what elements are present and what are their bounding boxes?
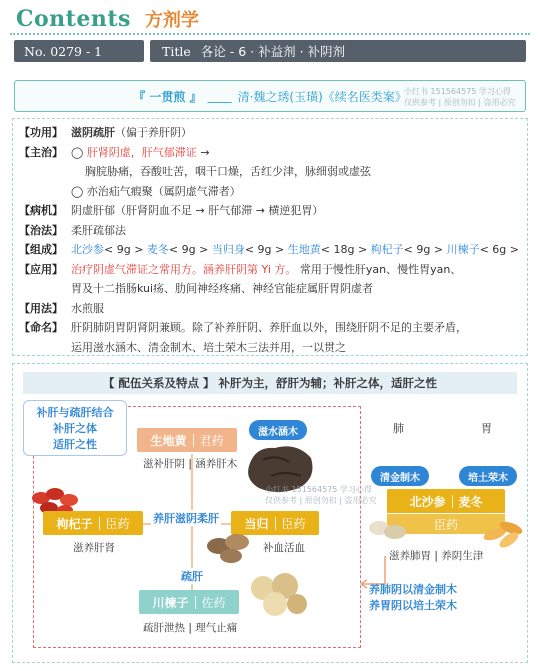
lung-stomach-note [369, 582, 457, 614]
composition-label: 【组成】 [19, 243, 63, 256]
header-divider [10, 33, 530, 35]
usage-label: 【用法】 [19, 301, 63, 315]
tag-separator [99, 517, 100, 530]
herb-dose: < 6g > [479, 243, 520, 256]
maidong-image [479, 512, 531, 552]
herb-dose: < 9g > [168, 243, 209, 256]
title-label: Title [162, 43, 191, 59]
lung-label: 肺 [393, 422, 404, 435]
gouqizi-caption: 滋养肝肾 [73, 542, 115, 554]
herb-dose: < 18g > [320, 243, 368, 256]
chuanlianzi-tag [139, 590, 239, 614]
danggui-image [203, 526, 259, 566]
naming-line1: 肝阴肺阴胃阴肾阴兼顾。除了补养肝阴、养肝血以外，围绕肝阴不足的主要矛盾， [71, 321, 467, 334]
shashen-maidong-role: 臣药 [433, 517, 458, 532]
danggui-caption: 补血活血 [263, 542, 305, 554]
principle-note [23, 400, 127, 456]
principle-line2: 补肝之体 [53, 422, 97, 435]
shashen-maidong-tag [387, 489, 505, 513]
stomach-note: 养胃阴以培土荣木 [369, 599, 457, 612]
herb-name: 川楝子 [446, 243, 480, 256]
herb-name: 北沙参 [71, 243, 104, 256]
treatment-text: 柔肝疏郁法 [71, 223, 126, 237]
compatibility-diagram [12, 363, 528, 663]
chuanlianzi-caption: 疏肝泄热 | 理气止痛 [143, 622, 238, 634]
maidong-name: 麦冬 [458, 494, 483, 509]
application-row [19, 260, 521, 280]
indication-syndrome: 肝肾阴虚，肝气郁滞证 [86, 145, 197, 159]
watermark-diagram [265, 484, 377, 506]
shashen-maidong-caption: 滋养肺胃 | 养阴生津 [389, 550, 484, 562]
watermark-line1: 小红书 151564575 学习心得 [265, 485, 372, 494]
shengdihuang-tag [137, 428, 237, 452]
formula-underline: ____ [207, 89, 232, 103]
tag-separator [452, 495, 453, 508]
diagram-heading: 【 配伍关系及特点 】 补肝为主，舒肝为辅；补肝之体，适肝之性 [23, 372, 517, 394]
entry-number: No. 0279 - 1 [24, 43, 103, 59]
soothe-liver-label: 疏肝 [181, 570, 203, 583]
entry-title-bar [150, 40, 526, 62]
chuanlianzi-image [245, 570, 311, 620]
gouqizi-name: 枸杞子 [56, 516, 93, 531]
beishashen-image [365, 512, 413, 548]
herb-dose: < 9g > [104, 243, 144, 256]
formula-name: 『 一贯煎 』 [133, 89, 202, 104]
pathogenesis-text: 阴虚肝郁（肝肾阴血不足 → 肝气郁滞 → 横逆犯胃） [71, 204, 324, 217]
indication-symptoms: 胸脘胁痛，吞酸吐苦，咽干口燥，舌红少津，脉细弱或虚弦 [85, 165, 371, 178]
application-label: 【应用】 [19, 262, 63, 276]
formula-source: 清·魏之琇(玉璜)《续名医类案》 [237, 89, 407, 104]
indications-label: 【主治】 [19, 145, 63, 159]
contents-label: Contents [16, 6, 131, 32]
danggui-name: 当归 [244, 516, 269, 531]
header-title [16, 6, 199, 32]
watermark-top [404, 86, 516, 108]
nourish-water-pill: 滋水涵木 [249, 420, 307, 440]
shengdihuang-role: 君药 [199, 433, 224, 448]
efficacy-row [19, 123, 521, 143]
lung-note: 养肺阴以清金制木 [369, 583, 457, 596]
chuanlianzi-name: 川楝子 [152, 595, 189, 610]
shengdihuang-caption: 滋补肝阴 | 涵养肝木 [143, 458, 238, 470]
treatment-row [19, 221, 521, 241]
tag-separator [275, 517, 276, 530]
shashen-name: 北沙参 [409, 494, 446, 509]
herb-name: 生地黄 [287, 243, 321, 256]
watermark-line2: 仅供参考 | 原创勿扣 | 盗用必究 [265, 496, 377, 505]
entry-title: 各论 - 6 · 补益剂 · 补阴剂 [200, 44, 346, 59]
application-line2: 胃及十二指肠kui疡、肋间神经疼痛、神经官能症属肝胃阴虚者 [71, 282, 374, 295]
watermark-line2: 仅供参考 | 原创勿扣 | 盗用必究 [404, 98, 516, 107]
application-highlight: 治疗阴虚气滞证之常用方。涵养肝阴第 Yi 方。 [71, 262, 297, 276]
stomach-label: 胃 [481, 422, 492, 435]
pathogenesis-row [19, 201, 521, 221]
shengdihuang-name: 生地黄 [150, 433, 187, 448]
pathogenesis-label: 【病机】 [19, 204, 63, 217]
composition-row [19, 240, 521, 260]
herb-dose: < 9g > [244, 243, 285, 256]
efficacy-note: （偏于养肝阴） [115, 126, 192, 139]
indications-row [19, 143, 521, 163]
cultivate-earth-pill: 培土荣木 [459, 466, 517, 486]
principle-line1: 补肝与疏肝结合 [36, 406, 114, 419]
naming-line2: 运用滋水涵木、清金制木、培土荣木三法并用，一以贯之 [71, 340, 346, 354]
gouqizi-tag [43, 511, 143, 535]
naming-row [19, 318, 521, 338]
indication-arrow: → [200, 145, 210, 159]
subject-label: 方剂学 [144, 10, 199, 31]
efficacy-label: 【功用】 [19, 126, 63, 139]
herb-dose: < 9g > [403, 243, 444, 256]
formula-details [12, 118, 528, 356]
principle-line3: 适肝之性 [53, 438, 97, 451]
indication-item2: ◯ 亦治疝气瘕聚（属阴虚气滞者） [71, 184, 241, 198]
usage-row [19, 299, 521, 319]
gouqizi-role: 臣药 [105, 516, 130, 531]
nourish-liver-link: 养肝滋阴柔肝 [153, 512, 219, 525]
naming-label: 【命名】 [19, 321, 63, 334]
efficacy-main: 滋阴疏肝 [71, 126, 115, 139]
herb-name: 枸杞子 [370, 243, 404, 256]
entry-number-bar [14, 40, 144, 62]
herb-name: 麦冬 [146, 243, 169, 256]
danggui-role: 臣药 [281, 516, 306, 531]
treatment-label: 【治法】 [19, 223, 63, 237]
tag-separator [195, 596, 196, 609]
herb-name: 当归身 [211, 243, 245, 256]
usage-text: 水煎服 [71, 301, 104, 315]
watermark-line1: 小红书 151564575 学习心得 [404, 87, 511, 96]
application-text: 常用于慢性肝yan、慢性胃yan、 [299, 262, 462, 276]
indication-bullet: ◯ [71, 145, 84, 159]
chuanlianzi-role: 佐药 [201, 595, 226, 610]
tag-separator [193, 434, 194, 447]
clear-metal-pill: 清金制木 [371, 466, 429, 486]
